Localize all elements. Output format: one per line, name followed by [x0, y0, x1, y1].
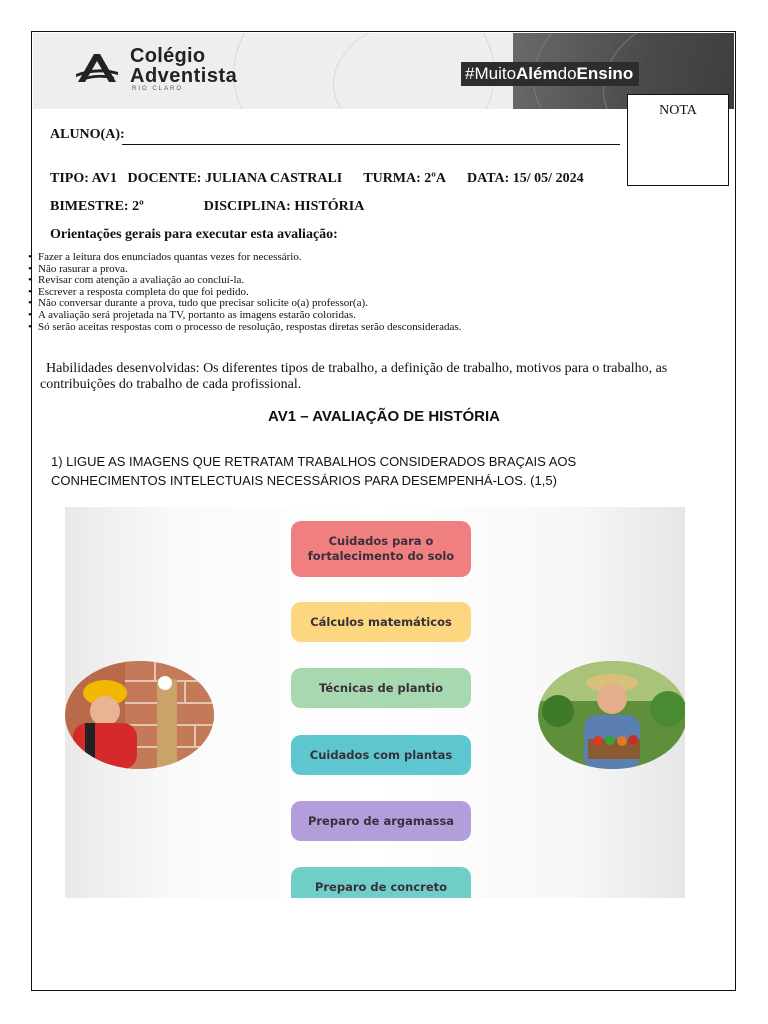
- class-name: TURMA: 2ºA: [363, 171, 447, 186]
- option-math[interactable]: Cálculos matemáticos: [291, 602, 471, 642]
- farmer-photo[interactable]: [538, 661, 685, 769]
- option-plant-care[interactable]: Cuidados com plantas: [291, 735, 471, 775]
- student-name-line[interactable]: [122, 144, 620, 145]
- matching-activity: [65, 507, 685, 898]
- guideline-item: • Escrever a resposta completa do que foi pedido.: [30, 287, 461, 299]
- adventist-logo-icon: [74, 52, 120, 84]
- skills-paragraph: Habilidades desenvolvidas: Os diferentes tipos de trabalho, a definição de trabalho, motivos para o trabalho, as contribuições do trabalho de cada profissional.: [40, 361, 668, 392]
- exam-type: TIPO: AV1: [50, 171, 118, 186]
- option-mortar[interactable]: Preparo de argamassa: [291, 801, 471, 841]
- option-soil-care[interactable]: Cuidados para o fortalecimento do solo: [291, 521, 471, 577]
- guideline-item: • Não conversar durante a prova, tudo que precisar solicite o(a) professor(a).: [30, 298, 461, 310]
- exam-date: DATA: 15/ 05/ 2024: [467, 171, 584, 186]
- guidelines-title: Orientações gerais para executar esta avaliação:: [50, 227, 338, 242]
- student-name-label: ALUNO(A):: [50, 127, 125, 142]
- logo-subtitle: RIO CLARO: [132, 86, 184, 92]
- bricklayer-photo[interactable]: [65, 661, 214, 769]
- guideline-item: • Só serão aceitas respostas com o processo de resolução, respostas diretas serão desconsideradas.: [30, 322, 461, 334]
- guideline-item: • Revisar com atenção a avaliação ao concluí-la.: [30, 275, 461, 287]
- exam-info-row: [50, 171, 584, 187]
- logo-title-line2: Adventista: [130, 65, 238, 87]
- term: BIMESTRE: 2º: [50, 199, 144, 214]
- exam-title: AV1 – AVALIAÇÃO DE HISTÓRIA: [268, 408, 500, 425]
- question-1: 1) LIGUE AS IMAGENS QUE RETRATAM TRABALHOS CONSIDERADOS BRAÇAIS AOS CONHECIMENTOS INTELECTUAIS NECESSÁRIOS PARA DESEMPENHÁ-LOS. (1,5): [51, 454, 577, 488]
- grade-box[interactable]: [627, 94, 729, 186]
- option-planting[interactable]: Técnicas de plantio: [291, 668, 471, 708]
- guideline-item: • Fazer a leitura dos enunciados quantas vezes for necessário.: [30, 252, 461, 264]
- subject: DISCIPLINA: HISTÓRIA: [203, 199, 365, 214]
- option-concrete[interactable]: Preparo de concreto: [291, 867, 471, 898]
- guideline-item: • A avaliação será projetada na TV, portanto as imagens estarão coloridas.: [30, 310, 461, 322]
- teacher-name: DOCENTE: JULIANA CASTRALI: [127, 171, 343, 186]
- term-info-row: [50, 199, 364, 215]
- logo-title-line1: Colégio: [130, 45, 206, 67]
- guidelines-list: [30, 252, 461, 333]
- hashtag-slogan: #MuitoAlémdoEnsino: [461, 62, 639, 86]
- grade-label: NOTA: [659, 103, 697, 118]
- guideline-item: • Não rasurar a prova.: [30, 264, 461, 276]
